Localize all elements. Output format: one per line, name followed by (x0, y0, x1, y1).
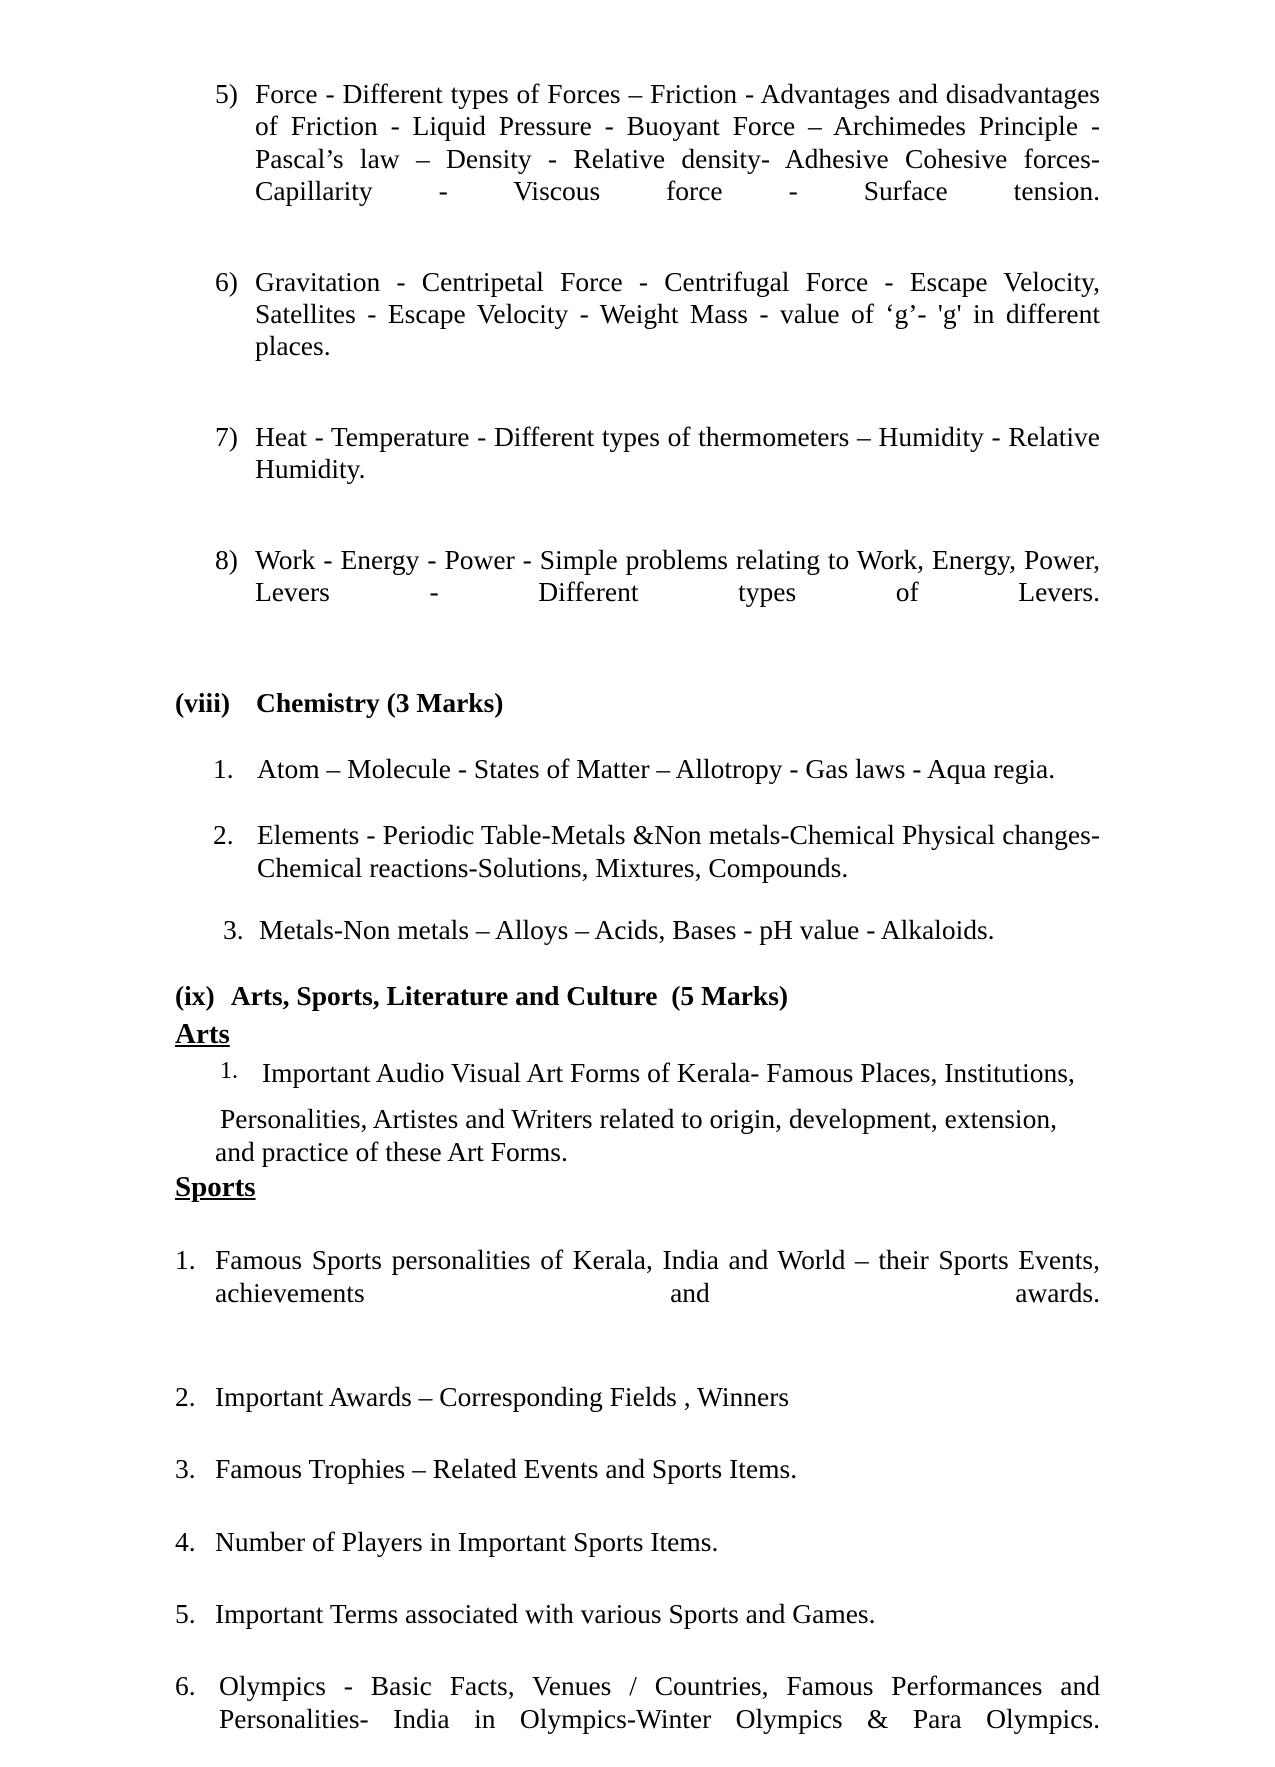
arts-item-line3: and practice of these Art Forms. (215, 1135, 568, 1167)
spacer (175, 1204, 1100, 1244)
physics-items-list (175, 78, 1100, 641)
list-item-marker: 5) (215, 78, 238, 109)
list-item-text: Famous Sports personalities of Kerala, India and World – their Sports Events, achievements and awards. (215, 1244, 1100, 1308)
spacer (175, 518, 1100, 544)
list-item (175, 1670, 1100, 1767)
list-item (175, 1453, 1100, 1485)
list-item (223, 914, 1100, 946)
list-item-text: Olympics - Basic Facts, Venues / Countries, Famous Performances and Personalities- India in Olympics-Winter Olympics & Para Olympics. (219, 1670, 1100, 1734)
list-item-text: Important Terms associated with various Sports and Games. (215, 1598, 876, 1630)
section-title: Chemistry (3 Marks) (256, 686, 504, 718)
list-item-text: Force - Different types of Forces – Friction - Advantages and disadvantages of Friction - Liquid Pressure - Buoyant Force – Archimedes Principle - Pascal’s law – Density - Relative density- Adhesive Cohesive forces- Capillarity - Viscous force - Surface tension. (255, 78, 1100, 206)
spacer (175, 641, 1100, 687)
list-item-text: Atom – Molecule - States of Matter – Allotropy - Gas laws - Aqua regia. (257, 753, 1056, 785)
spacer (175, 395, 1100, 421)
spacer (175, 1089, 1100, 1103)
spacer (175, 1558, 1100, 1598)
list-item-text: Important Awards – Corresponding Fields , Winners (215, 1381, 790, 1413)
list-item-marker: 2. (213, 819, 234, 851)
list-item-marker: 4. (175, 1525, 196, 1557)
spacer (175, 1486, 1100, 1526)
section-heading-chemistry (175, 687, 1100, 719)
list-item (175, 1244, 1100, 1341)
list-item-marker: 6) (215, 265, 238, 297)
list-item (215, 544, 1100, 641)
section-title: Arts, Sports, Literature and Culture (5 Marks) (230, 980, 789, 1012)
arts-item-line2: Personalities, Artistes and Writers related to origin, development, extension, (220, 1103, 1057, 1135)
list-item-marker: 1. (220, 1058, 238, 1085)
list-item-text: Heat - Temperature - Different types of thermometers – Humidity - Relative Humidity. (255, 420, 1100, 485)
section-heading-arts-sports (175, 980, 1100, 1012)
list-item-text: Work - Energy - Power - Simple problems relating to Work, Energy, Power, Levers - Different types of Levers. (255, 543, 1100, 608)
spacer (175, 1413, 1100, 1453)
list-item (213, 819, 1100, 884)
spacer (175, 240, 1100, 266)
list-item-marker: 1. (213, 753, 234, 785)
list-item-marker: 3. (175, 1453, 196, 1485)
list-item-text: Number of Players in Important Sports Items. (215, 1525, 719, 1557)
arts-subheading-wrap (175, 1017, 1100, 1051)
spacer (175, 785, 1100, 819)
list-item (175, 1598, 1100, 1630)
list-item-marker: 5. (175, 1598, 196, 1630)
sports-subheading-wrap (175, 1170, 1100, 1204)
chemistry-items-list (175, 753, 1100, 946)
spacer (175, 1341, 1100, 1381)
list-item (175, 1381, 1100, 1413)
list-item-text: Gravitation - Centripetal Force - Centrifugal Force - Escape Velocity, Satellites - Escape Velocity - Weight Mass - value of ‘g’- 'g' in different places. (255, 265, 1100, 362)
section-numeral: (ix) (175, 980, 215, 1012)
list-item-text: Metals-Non metals – Alloys – Acids, Bases - pH value - Alkaloids. (259, 914, 995, 946)
sports-items-list (175, 1244, 1100, 1767)
spacer (175, 719, 1100, 753)
list-item-marker: 8) (215, 543, 238, 575)
list-item (215, 421, 1100, 518)
page-content (175, 78, 1100, 1767)
list-item (213, 753, 1100, 785)
list-item (215, 266, 1100, 395)
section-numeral: (viii) (175, 686, 230, 718)
list-item-marker: 7) (215, 420, 238, 452)
list-item-marker: 6. (175, 1670, 196, 1702)
spacer (175, 946, 1100, 980)
list-item-marker: 3. (223, 914, 244, 946)
list-item-marker: 1. (175, 1244, 196, 1276)
list-item-text: Famous Trophies – Related Events and Sports Items. (215, 1453, 798, 1485)
spacer (175, 1630, 1100, 1670)
spacer (175, 884, 1100, 914)
list-item-marker: 2. (175, 1381, 196, 1413)
subheading-sports: Sports (175, 1170, 256, 1203)
subheading-arts: Arts (175, 1017, 230, 1050)
arts-list-item (220, 1057, 1100, 1089)
list-item-text: Elements - Periodic Table-Metals &Non metals-Chemical Physical changes- Chemical reactions-Solutions, Mixtures, Compounds. (257, 819, 1100, 883)
list-item (215, 78, 1100, 240)
list-item (175, 1526, 1100, 1558)
list-item-text: Important Audio Visual Art Forms of Kerala- Famous Places, Institutions, (262, 1057, 1075, 1089)
